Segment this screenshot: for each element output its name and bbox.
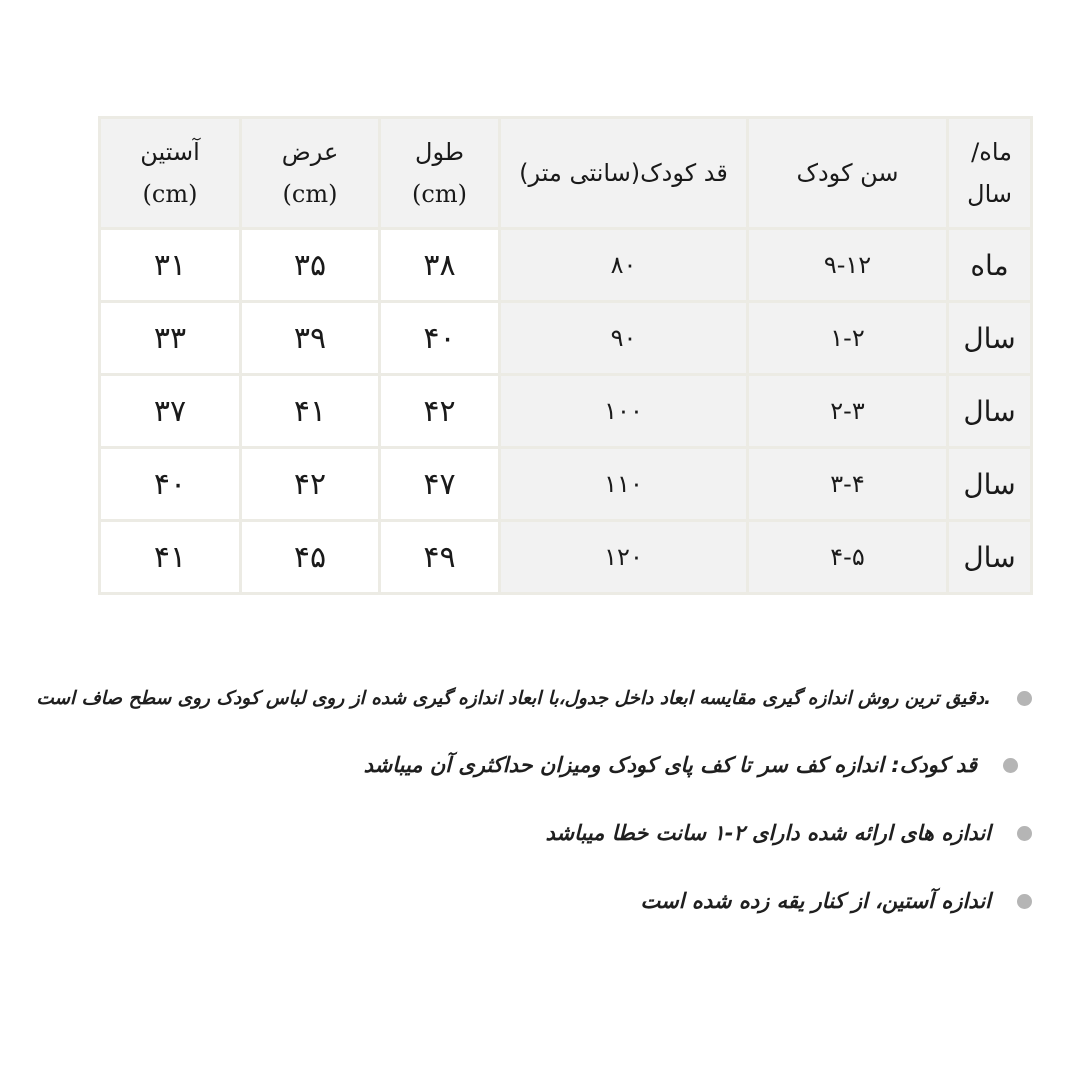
header-height: قد کودک(سانتی متر) bbox=[500, 118, 748, 229]
bullet-dot-icon bbox=[1003, 758, 1018, 773]
cell-length: ۳۸ bbox=[380, 229, 500, 302]
header-length-line1: طول bbox=[415, 138, 464, 166]
size-table bbox=[98, 116, 1033, 595]
note-text: قد کودک: اندازه کف سر تا کف پای کودک ومیزان حداکثری آن میباشد bbox=[363, 753, 977, 777]
cell-length: ۴۷ bbox=[380, 448, 500, 521]
cell-unit: ماه bbox=[948, 229, 1032, 302]
bullet-dot-icon bbox=[1017, 826, 1032, 841]
cell-unit: سال bbox=[948, 375, 1032, 448]
cell-height: ۱۲۰ bbox=[500, 521, 748, 594]
header-age: سن کودک bbox=[748, 118, 948, 229]
cell-age: ۲-۳ bbox=[748, 375, 948, 448]
cell-unit: سال bbox=[948, 302, 1032, 375]
notes-list bbox=[36, 688, 1032, 957]
cell-width: ۴۵ bbox=[241, 521, 380, 594]
cell-width: ۴۱ bbox=[241, 375, 380, 448]
header-unit-line1: ماه/ bbox=[971, 138, 1012, 166]
cell-height: ۹۰ bbox=[500, 302, 748, 375]
header-sleeve-line2: (cm) bbox=[142, 180, 198, 208]
cell-width: ۴۲ bbox=[241, 448, 380, 521]
cell-sleeve: ۴۰ bbox=[100, 448, 241, 521]
header-sleeve-line1: آستین bbox=[140, 138, 200, 166]
cell-length: ۴۰ bbox=[380, 302, 500, 375]
header-unit bbox=[948, 118, 1032, 229]
cell-height: ۸۰ bbox=[500, 229, 748, 302]
cell-unit: سال bbox=[948, 521, 1032, 594]
table-row bbox=[100, 229, 1032, 302]
cell-sleeve: ۳۱ bbox=[100, 229, 241, 302]
cell-unit: سال bbox=[948, 448, 1032, 521]
header-width-line1: عرض bbox=[281, 138, 339, 166]
note-text: اندازه آستین، از کنار یقه زده شده است bbox=[640, 889, 991, 913]
table-row bbox=[100, 302, 1032, 375]
bullet-dot-icon bbox=[1017, 691, 1032, 706]
cell-length: ۴۹ bbox=[380, 521, 500, 594]
header-length-line2: (cm) bbox=[412, 180, 467, 208]
cell-age: ۱-۲ bbox=[748, 302, 948, 375]
note-item bbox=[50, 753, 1032, 777]
note-item bbox=[50, 889, 1032, 913]
cell-length: ۴۲ bbox=[380, 375, 500, 448]
bullet-dot-icon bbox=[1017, 894, 1032, 909]
note-text: اندازه های ارائه شده دارای ۲-۱ سانت خطا میباشد bbox=[545, 821, 991, 845]
table-header-row bbox=[100, 118, 1032, 229]
note-item bbox=[50, 821, 1032, 845]
cell-width: ۳۵ bbox=[241, 229, 380, 302]
note-item bbox=[36, 688, 1032, 709]
header-width-line2: (cm) bbox=[282, 180, 338, 208]
cell-age: ۳-۴ bbox=[748, 448, 948, 521]
table-row bbox=[100, 521, 1032, 594]
header-length bbox=[380, 118, 500, 229]
note-text: .دقیق ترین روش اندازه گیری مقایسه ابعاد داخل جدول،با ابعاد اندازه گیری شده از روی لباس کودک روی سطح صاف است bbox=[36, 688, 991, 709]
cell-age: ۹-۱۲ bbox=[748, 229, 948, 302]
header-width bbox=[241, 118, 380, 229]
cell-age: ۴-۵ bbox=[748, 521, 948, 594]
table-row bbox=[100, 448, 1032, 521]
header-sleeve bbox=[100, 118, 241, 229]
cell-sleeve: ۳۷ bbox=[100, 375, 241, 448]
cell-height: ۱۱۰ bbox=[500, 448, 748, 521]
table-row bbox=[100, 375, 1032, 448]
cell-sleeve: ۴۱ bbox=[100, 521, 241, 594]
header-unit-line2: سال bbox=[967, 180, 1012, 208]
cell-height: ۱۰۰ bbox=[500, 375, 748, 448]
cell-width: ۳۹ bbox=[241, 302, 380, 375]
cell-sleeve: ۳۳ bbox=[100, 302, 241, 375]
